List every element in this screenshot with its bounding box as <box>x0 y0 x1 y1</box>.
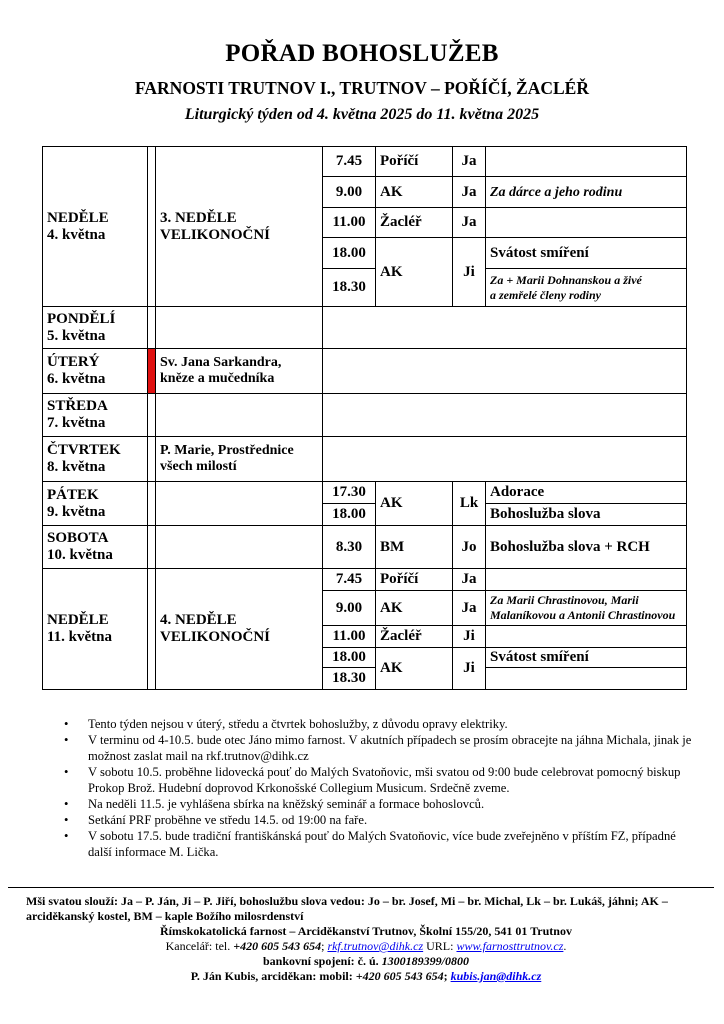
intention-cell: Svátost smíření <box>486 238 687 269</box>
dean-contact: P. Ján Kubis, arciděkan: mobil: +420 605 543 654; kubis.jan@dihk.cz <box>190 969 542 983</box>
abbreviation-legend: Mši svatou slouží: Ja – P. Ján, Ji – P. Jiří, bohoslužbu slova vedou: Jo – br. Josef, Mi – br. Michal, Lk – br. Lukáš, jáhni; AK – arciděkanský kostel, BM – kaple Božího milosrdenství <box>26 894 668 923</box>
priest-cell: Ji <box>453 238 486 307</box>
table-row <box>43 482 687 504</box>
intention-cell: Bohoslužba slova <box>486 504 687 526</box>
place-cell: Žacléř <box>376 208 453 238</box>
place-cell: Žacléř <box>376 626 453 648</box>
day-cell: ČTVRTEK 8. května <box>43 437 148 482</box>
priest-cell: Jo <box>453 526 486 569</box>
feast-cell: Sv. Jana Sarkandra, kněze a mučedníka <box>156 349 323 394</box>
time-cell: 11.00 <box>323 626 376 648</box>
intention-cell: Za dárce a jeho rodinu <box>486 177 687 208</box>
office-email-link[interactable]: rkf.trutnov@dihk.cz <box>327 939 424 953</box>
feast-color-marker <box>148 147 156 307</box>
parish-address: Římskokatolická farnost – Arciděkanství Trutnov, Školní 155/20, 541 01 Trutnov <box>160 924 572 938</box>
priest-cell: Lk <box>453 482 486 526</box>
footer <box>26 894 706 984</box>
time-cell: 18.00 <box>323 504 376 526</box>
office-contact: Kancelář: tel. +420 605 543 654; rkf.trutnov@dihk.cz URL: www.farnosttrutnov.cz. <box>165 939 567 953</box>
day-cell: NEDĚLE 11. května <box>43 569 148 690</box>
time-cell: 18.00 <box>323 238 376 269</box>
feast-cell <box>156 394 323 437</box>
services-cell <box>323 437 687 482</box>
time-cell: 18.00 <box>323 648 376 668</box>
intention-cell <box>486 147 687 177</box>
time-cell: 18.30 <box>323 668 376 690</box>
priest-cell: Ji <box>453 648 486 690</box>
services-cell <box>323 349 687 394</box>
time-cell: 7.45 <box>323 569 376 591</box>
schedule-table <box>42 146 687 690</box>
place-cell: BM <box>376 526 453 569</box>
place-cell: AK <box>376 238 453 307</box>
priest-cell: Ja <box>453 591 486 626</box>
feast-color-marker <box>148 394 156 437</box>
intention-cell: Adorace <box>486 482 687 504</box>
feast-color-marker-red <box>148 349 156 394</box>
bank-info: bankovní spojení: č. ú. 1300189399/0800 <box>262 954 470 968</box>
announcements-list <box>62 716 702 860</box>
table-row <box>43 147 687 177</box>
table-row <box>43 437 687 482</box>
time-cell: 9.00 <box>323 591 376 626</box>
feast-cell: 3. NEDĚLE VELIKONOČNÍ <box>156 147 323 307</box>
table-row <box>43 526 687 569</box>
time-cell: 7.45 <box>323 147 376 177</box>
place-cell: AK <box>376 482 453 526</box>
feast-cell: 4. NEDĚLE VELIKONOČNÍ <box>156 569 323 690</box>
priest-cell: Ja <box>453 147 486 177</box>
table-row <box>43 394 687 437</box>
list-item: • V sobotu 17.5. bude tradiční františkánská pouť do Malých Svatoňovic, více bude zveřejněno v příštím FZ, případné další informace M. Lička. <box>64 829 676 859</box>
feast-color-marker <box>148 307 156 349</box>
time-cell: 9.00 <box>323 177 376 208</box>
page-subtitle: FARNOSTI TRUTNOV I., TRUTNOV – POŘÍČÍ, ŽACLÉŘ <box>135 78 589 98</box>
feast-cell <box>156 482 323 526</box>
table-row <box>43 569 687 591</box>
place-cell: Poříčí <box>376 569 453 591</box>
list-item: • Setkání PRF proběhne ve středu 14.5. od 19:00 na faře. <box>64 813 368 827</box>
intention-cell: Za + Marii Dohnanskou a živé a zemřelé členy rodiny <box>486 269 687 307</box>
feast-cell <box>156 307 323 349</box>
feast-color-marker <box>148 482 156 526</box>
day-cell: STŘEDA 7. května <box>43 394 148 437</box>
list-item: • V terminu od 4-10.5. bude otec Jáno mimo farnost. V akutních případech se prosím obracejte na jáhna Michala, jinak je možnost zaslat mail na rkf.trutnov@dihk.cz <box>64 733 692 763</box>
feast-color-marker <box>148 526 156 569</box>
dean-email-link[interactable]: kubis.jan@dihk.cz <box>450 969 542 983</box>
intention-cell <box>486 569 687 591</box>
table-row <box>43 307 687 349</box>
time-cell: 18.30 <box>323 269 376 307</box>
feast-cell <box>156 526 323 569</box>
priest-cell: Ja <box>453 177 486 208</box>
day-cell: NEDĚLE 4. května <box>43 147 148 307</box>
intention-cell <box>486 208 687 238</box>
office-phone: +420 605 543 654 <box>233 939 322 953</box>
intention-cell: Svátost smíření <box>486 648 687 668</box>
priest-cell: Ji <box>453 626 486 648</box>
place-cell: AK <box>376 177 453 208</box>
place-cell: Poříčí <box>376 147 453 177</box>
services-cell <box>323 307 687 349</box>
day-cell: PONDĚLÍ 5. května <box>43 307 148 349</box>
list-item: • Na neděli 11.5. je vyhlášena sbírka na kněžský seminář a formace bohoslovců. <box>64 797 485 811</box>
intention-cell <box>486 668 687 690</box>
intention-cell <box>486 626 687 648</box>
time-cell: 8.30 <box>323 526 376 569</box>
feast-color-marker <box>148 569 156 690</box>
services-cell <box>323 394 687 437</box>
place-cell: AK <box>376 648 453 690</box>
list-item: • V sobotu 10.5. proběhne lidovecká pouť do Malých Svatoňovic, mši svatou od 9:00 bude celebrovat pomocný biskup Prokop Brož. Hudební doprovod Krkonošské Collegium Musicum. Srdečně zveme. <box>64 765 681 795</box>
feast-color-marker <box>148 437 156 482</box>
time-cell: 17.30 <box>323 482 376 504</box>
footer-divider <box>8 887 714 888</box>
list-item: • Tento týden nejsou v úterý, středu a čtvrtek bohoslužby, z důvodu opravy elektriky. <box>64 717 508 731</box>
intention-cell: Za Marii Chrastinovou, Marii Malaníkovou a Antonii Chrastinovou <box>486 591 687 626</box>
page-title: POŘAD BOHOSLUŽEB <box>225 40 499 67</box>
table-row <box>43 349 687 394</box>
priest-cell: Ja <box>453 569 486 591</box>
website-link[interactable]: www.farnosttrutnov.cz <box>456 939 564 953</box>
day-cell: PÁTEK 9. května <box>43 482 148 526</box>
time-cell: 11.00 <box>323 208 376 238</box>
place-cell: AK <box>376 591 453 626</box>
day-cell: SOBOTA 10. května <box>43 526 148 569</box>
week-range: Liturgický týden od 4. května 2025 do 11. května 2025 <box>184 106 540 123</box>
dean-phone: +420 605 543 654 <box>355 969 444 983</box>
day-cell: ÚTERÝ 6. května <box>43 349 148 394</box>
priest-cell: Ja <box>453 208 486 238</box>
feast-cell: P. Marie, Prostřednice všech milostí <box>156 437 323 482</box>
intention-cell: Bohoslužba slova + RCH <box>486 526 687 569</box>
